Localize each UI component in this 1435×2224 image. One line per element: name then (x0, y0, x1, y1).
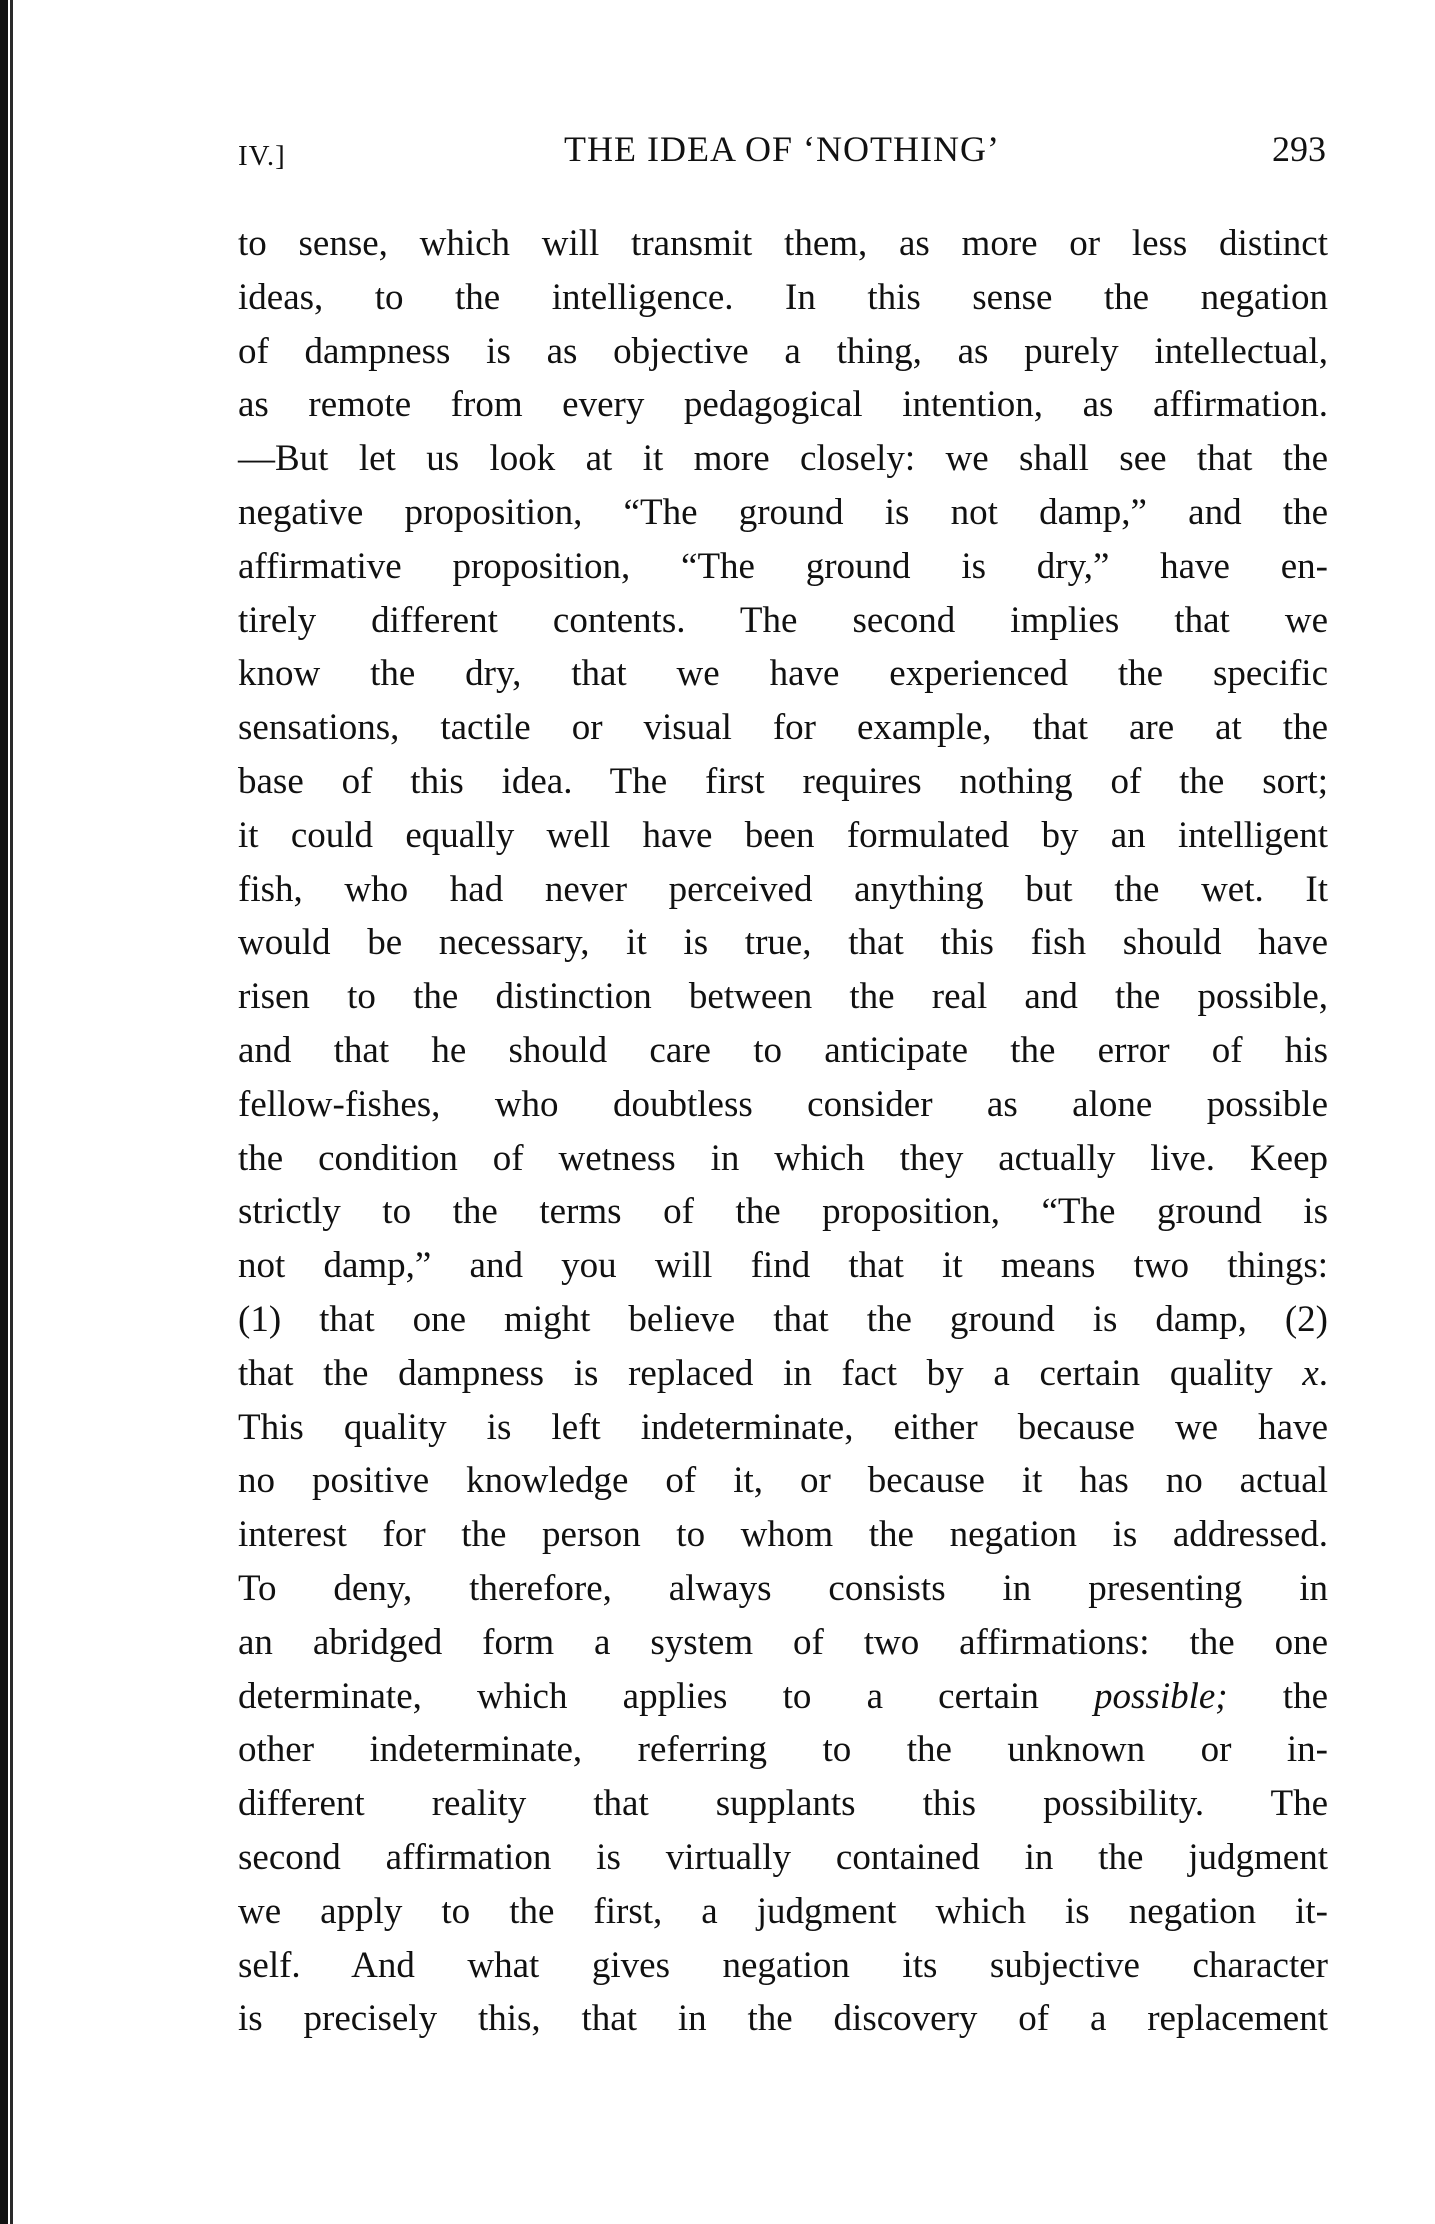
text-line: fish, who had never perceived anything but the wet. It (238, 868, 1328, 910)
text-line: tirely different contents. The second implies that we (238, 599, 1328, 641)
page-binding-edge (0, 0, 8, 2224)
text-line: negative proposition, “The ground is not damp,” and the (238, 491, 1328, 533)
text-line: we apply to the first, a judgment which is negation it- (238, 1890, 1328, 1932)
text-line: —But let us look at it more closely: we shall see that the (238, 438, 1328, 480)
text-line: interest for the person to whom the negation is addressed. (238, 1514, 1328, 1556)
italic-word: x (1302, 1352, 1319, 1394)
italic-word: possible; (1094, 1675, 1228, 1717)
text-line: affirmative proposition, “The ground is dry,” have en- (238, 545, 1328, 587)
text-line: risen to the distinction between the real and the possible, (238, 976, 1328, 1018)
text-line: is precisely this, that in the discovery of a replacement (238, 1998, 1328, 2040)
chapter-number: IV.] (238, 140, 286, 172)
page-binding-shadow (10, 0, 13, 2224)
text-line: self. And what gives negation its subjective character (238, 1944, 1328, 1986)
text-line: the condition of wetness in which they actually live. Keep (238, 1137, 1328, 1179)
text-line: To deny, therefore, always consists in presenting in (238, 1567, 1328, 1609)
text-line: and that he should care to anticipate the error of his (238, 1029, 1328, 1071)
text-line: of dampness is as objective a thing, as purely intellectual, (238, 330, 1328, 372)
text-line: sensations, tactile or visual for example, that are at the (238, 707, 1328, 749)
text-line: would be necessary, it is true, that this fish should have (238, 922, 1328, 964)
text-line: strictly to the terms of the proposition, “The ground is (238, 1191, 1328, 1233)
page-title: THE IDEA OF ‘NOTHING’ (564, 129, 1000, 169)
text-line: not damp,” and you will find that it means two things: (238, 1245, 1328, 1287)
body-text (238, 217, 1328, 2046)
text-line: that the dampness is replaced in fact by a certain quality x. (238, 1352, 1328, 1394)
text-line: other indeterminate, referring to the unknown or in- (238, 1729, 1328, 1771)
page-number: 293 (1272, 129, 1326, 169)
text-line: know the dry, that we have experienced the specific (238, 653, 1328, 695)
text-line: This quality is left indeterminate, either because we have (238, 1406, 1328, 1448)
text-line: as remote from every pedagogical intention, as affirmation. (238, 384, 1328, 426)
text-line: to sense, which will transmit them, as more or less distinct (238, 223, 1328, 264)
running-head (238, 128, 1326, 188)
text-line: base of this idea. The first requires nothing of the sort; (238, 760, 1328, 802)
text-line: second affirmation is virtually contained in the judgment (238, 1836, 1328, 1878)
text-line: determinate, which applies to a certain possible; the (238, 1675, 1329, 1717)
text-line: an abridged form a system of two affirmations: the one (238, 1621, 1328, 1663)
text-line: ideas, to the intelligence. In this sense the negation (238, 276, 1328, 318)
text-line: it could equally well have been formulated by an intelligent (238, 814, 1328, 856)
text-line: (1) that one might believe that the ground is damp, (2) (238, 1298, 1328, 1340)
text-line: fellow-fishes, who doubtless consider as alone possible (238, 1083, 1328, 1125)
text-line: no positive knowledge of it, or because it has no actual (238, 1460, 1328, 1502)
text-line: different reality that supplants this possibility. The (238, 1783, 1328, 1825)
